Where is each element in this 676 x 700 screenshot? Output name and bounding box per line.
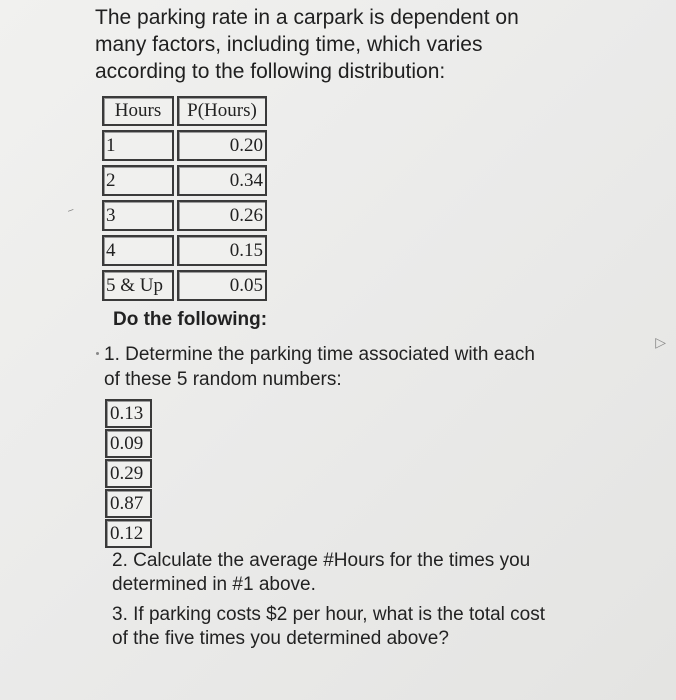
probability-cell: 0.15 <box>177 235 267 266</box>
distribution-table <box>99 92 270 305</box>
distribution-header-row <box>102 96 267 126</box>
random-number-cell: 0.13 <box>105 399 152 428</box>
table-row <box>102 270 267 301</box>
hours-cell: 1 <box>102 130 174 161</box>
bullet-dot-icon <box>96 352 99 355</box>
section-title: Do the following: <box>113 309 268 330</box>
hours-cell: 4 <box>102 235 174 266</box>
tick-mark-icon: – <box>66 204 76 217</box>
question-2: 2. Calculate the average #Hours for the times you determined in #1 above. <box>112 550 531 595</box>
random-number-cell: 0.29 <box>105 459 152 488</box>
random-number-cell: 0.87 <box>105 489 152 518</box>
probability-cell: 0.05 <box>177 270 267 301</box>
table-row <box>105 459 152 488</box>
hours-cell: 3 <box>102 200 174 231</box>
header-probability: P(Hours) <box>177 96 267 126</box>
table-row <box>102 235 267 266</box>
table-row <box>102 165 267 196</box>
question-3: 3. If parking costs $2 per hour, what is the total cost of the five times you determined above? <box>112 604 546 649</box>
probability-cell: 0.26 <box>177 200 267 231</box>
table-row <box>105 429 152 458</box>
probability-cell: 0.20 <box>177 130 267 161</box>
hours-cell: 2 <box>102 165 174 196</box>
question-1: 1. Determine the parking time associated with each of these 5 random numbers: <box>104 344 535 390</box>
header-hours: Hours <box>102 96 174 126</box>
table-row <box>105 489 152 518</box>
probability-cell: 0.34 <box>177 165 267 196</box>
random-numbers-table <box>105 398 152 549</box>
table-row <box>102 130 267 161</box>
hours-cell: 5 & Up <box>102 270 174 301</box>
table-row <box>105 399 152 428</box>
table-row <box>105 519 152 548</box>
cursor-icon: ▷ <box>655 334 666 350</box>
table-row <box>102 200 267 231</box>
random-number-cell: 0.12 <box>105 519 152 548</box>
random-number-cell: 0.09 <box>105 429 152 458</box>
intro-text: The parking rate in a carpark is dependent on many factors, including time, which varies according to the following distribution: <box>95 6 519 83</box>
